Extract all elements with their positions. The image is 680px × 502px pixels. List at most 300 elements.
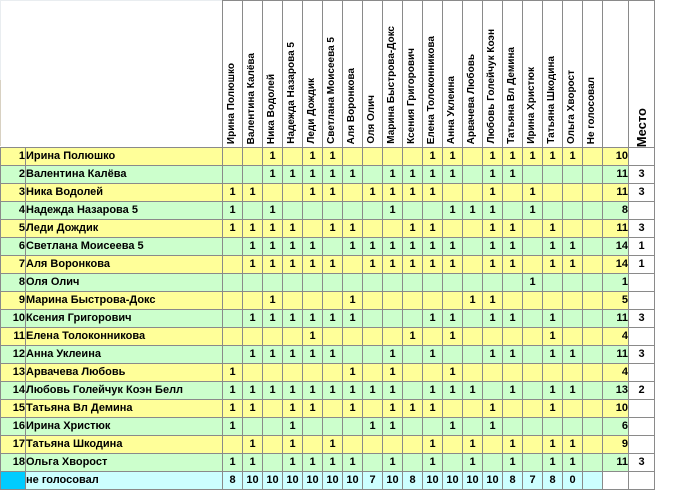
vote-cell: 1 [423, 346, 443, 364]
vote-cell [363, 166, 383, 184]
row-number: 10 [1, 310, 26, 328]
vote-cell: 1 [423, 148, 443, 166]
vote-cell [403, 202, 423, 220]
vote-cell [383, 220, 403, 238]
table-row [1, 274, 655, 292]
vote-cell: 1 [543, 436, 563, 454]
vote-cell: 1 [503, 346, 523, 364]
vote-cell [563, 400, 583, 418]
vote-cell: 1 [283, 346, 303, 364]
vote-cell [283, 184, 303, 202]
vote-cell [463, 148, 483, 166]
vote-cell [583, 238, 603, 256]
vote-cell: 1 [503, 220, 523, 238]
column-header-label: Светлана Моисеева 5 [326, 37, 337, 144]
vote-cell [523, 418, 543, 436]
vote-cell: 1 [283, 436, 303, 454]
vote-cell: 1 [283, 220, 303, 238]
column-header-label: Ирина Полюшко [226, 62, 237, 144]
table-row [1, 346, 655, 364]
column-header-label: Марина Быстрова-Докс [386, 26, 397, 144]
vote-cell [283, 292, 303, 310]
place-value [629, 400, 655, 418]
vote-cell: 1 [403, 220, 423, 238]
vote-cell: 1 [343, 310, 363, 328]
not-voted-count: 8 [403, 472, 423, 490]
row-number: 4 [1, 202, 26, 220]
vote-cell: 1 [483, 184, 503, 202]
participant-name: Леди Дождик [26, 220, 223, 238]
vote-cell: 1 [443, 418, 463, 436]
vote-cell [343, 274, 363, 292]
column-header [443, 1, 463, 148]
row-number: 13 [1, 364, 26, 382]
vote-cell: 1 [423, 310, 443, 328]
vote-total: 10 [603, 400, 629, 418]
vote-total: 11 [603, 310, 629, 328]
vote-cell: 1 [463, 436, 483, 454]
not-voted-count: 10 [343, 472, 363, 490]
vote-cell: 1 [283, 454, 303, 472]
column-header-label: Арвачева Любовь [466, 53, 477, 144]
vote-cell [523, 238, 543, 256]
vote-cell [403, 274, 423, 292]
vote-cell: 1 [343, 166, 363, 184]
vote-cell [583, 256, 603, 274]
row-number: 16 [1, 418, 26, 436]
vote-cell [343, 184, 363, 202]
vote-cell [563, 274, 583, 292]
vote-cell: 1 [403, 400, 423, 418]
vote-cell [543, 418, 563, 436]
participant-name: Ксения Григорович [26, 310, 223, 328]
vote-cell [383, 328, 403, 346]
vote-cell [383, 274, 403, 292]
vote-cell [303, 274, 323, 292]
vote-cell: 1 [323, 346, 343, 364]
vote-cell [223, 274, 243, 292]
vote-cell [223, 328, 243, 346]
vote-cell: 1 [543, 310, 563, 328]
place-value: 3 [629, 454, 655, 472]
vote-cell: 1 [383, 166, 403, 184]
vote-cell [523, 382, 543, 400]
vote-cell [363, 310, 383, 328]
not-voted-count: 10 [483, 472, 503, 490]
vote-cell: 1 [543, 148, 563, 166]
vote-cell: 1 [323, 382, 343, 400]
table-row [1, 256, 655, 274]
column-header [483, 1, 503, 148]
vote-cell: 1 [543, 346, 563, 364]
vote-cell [563, 328, 583, 346]
vote-cell: 1 [243, 346, 263, 364]
vote-cell [563, 292, 583, 310]
column-header-label: Анна Уклеина [446, 75, 457, 144]
vote-cell: 1 [563, 238, 583, 256]
vote-cell [523, 166, 543, 184]
vote-cell: 1 [483, 418, 503, 436]
row-number: 2 [1, 166, 26, 184]
vote-cell: 1 [343, 292, 363, 310]
vote-cell [443, 454, 463, 472]
vote-cell [463, 328, 483, 346]
vote-cell: 1 [303, 238, 323, 256]
vote-cell [563, 202, 583, 220]
vote-cell [343, 436, 363, 454]
vote-cell: 1 [263, 292, 283, 310]
vote-cell [543, 364, 563, 382]
vote-cell [323, 328, 343, 346]
vote-cell [363, 436, 383, 454]
vote-cell [583, 310, 603, 328]
vote-cell [243, 166, 263, 184]
table-row [1, 166, 655, 184]
vote-cell: 1 [563, 454, 583, 472]
footer-label: не голосовал [26, 472, 223, 490]
vote-total: 13 [603, 382, 629, 400]
vote-cell [363, 220, 383, 238]
vote-cell: 1 [423, 220, 443, 238]
vote-cell [463, 256, 483, 274]
vote-cell [403, 364, 423, 382]
participant-name: Оля Олич [26, 274, 223, 292]
vote-cell [343, 418, 363, 436]
vote-cell [543, 166, 563, 184]
participant-name: Ольга Хворост [26, 454, 223, 472]
vote-cell: 1 [563, 148, 583, 166]
vote-cell [243, 292, 263, 310]
vote-cell [323, 418, 343, 436]
vote-cell: 1 [263, 202, 283, 220]
table-row [1, 292, 655, 310]
table-row [1, 310, 655, 328]
vote-cell [363, 274, 383, 292]
vote-cell [303, 418, 323, 436]
vote-cell: 1 [523, 148, 543, 166]
vote-cell: 1 [443, 148, 463, 166]
vote-cell [543, 292, 563, 310]
table-row [1, 328, 655, 346]
column-header [303, 1, 323, 148]
participant-name: Татьяна Шкодина [26, 436, 223, 454]
vote-total: 6 [603, 418, 629, 436]
vote-cell [243, 148, 263, 166]
vote-cell [423, 328, 443, 346]
vote-cell [243, 274, 263, 292]
vote-cell [583, 274, 603, 292]
vote-cell [223, 256, 243, 274]
vote-cell [263, 400, 283, 418]
participant-name: Ирина Христюк [26, 418, 223, 436]
vote-cell: 1 [363, 238, 383, 256]
vote-cell [563, 418, 583, 436]
vote-cell [583, 292, 603, 310]
vote-cell: 1 [443, 202, 463, 220]
vote-cell [523, 220, 543, 238]
vote-cell: 1 [323, 256, 343, 274]
vote-cell: 1 [443, 310, 463, 328]
place-value: 1 [629, 256, 655, 274]
vote-cell: 1 [263, 166, 283, 184]
place-value [629, 292, 655, 310]
vote-cell: 1 [423, 184, 443, 202]
participant-name: Аля Воронкова [26, 256, 223, 274]
not-voted-count: 0 [563, 472, 583, 490]
vote-cell: 1 [543, 220, 563, 238]
vote-cell: 1 [303, 346, 323, 364]
vote-cell: 1 [223, 184, 243, 202]
participant-name: Арвачева Любовь [26, 364, 223, 382]
footer-total-cell [603, 472, 629, 490]
participant-name: Ника Водолей [26, 184, 223, 202]
header-row [1, 1, 655, 148]
vote-cell [463, 310, 483, 328]
vote-cell [483, 364, 503, 382]
table-row [1, 202, 655, 220]
vote-cell: 1 [443, 328, 463, 346]
vote-cell [263, 184, 283, 202]
vote-cell [463, 274, 483, 292]
vote-cell [443, 184, 463, 202]
not-voted-count: 10 [443, 472, 463, 490]
vote-cell [363, 292, 383, 310]
vote-total: 11 [603, 220, 629, 238]
row-number: 3 [1, 184, 26, 202]
vote-cell [483, 436, 503, 454]
not-voted-count: 10 [283, 472, 303, 490]
vote-cell: 1 [303, 310, 323, 328]
vote-cell [523, 328, 543, 346]
footer-row [1, 472, 655, 490]
vote-cell [503, 292, 523, 310]
vote-cell [303, 220, 323, 238]
place-value [629, 148, 655, 166]
not-voted-count: 10 [323, 472, 343, 490]
column-header-label: Елена Толоконникова [426, 35, 437, 144]
vote-cell: 1 [363, 418, 383, 436]
vote-cell: 1 [263, 256, 283, 274]
row-number: 5 [1, 220, 26, 238]
participant-name: Татьяна Вл Демина [26, 400, 223, 418]
vote-cell: 1 [383, 400, 403, 418]
vote-cell [403, 382, 423, 400]
vote-cell: 1 [383, 364, 403, 382]
vote-cell: 1 [423, 256, 443, 274]
not-voted-count: 10 [423, 472, 443, 490]
vote-cell [583, 364, 603, 382]
vote-cell [523, 400, 543, 418]
vote-cell [443, 220, 463, 238]
vote-cell [263, 328, 283, 346]
vote-cell [503, 184, 523, 202]
vote-cell [323, 238, 343, 256]
vote-total: 5 [603, 292, 629, 310]
vote-cell [583, 202, 603, 220]
vote-cell: 1 [503, 382, 523, 400]
column-header [383, 1, 403, 148]
vote-cell [223, 148, 243, 166]
row-number: 12 [1, 346, 26, 364]
vote-total: 9 [603, 436, 629, 454]
vote-cell [463, 418, 483, 436]
participant-name: Надежда Назарова 5 [26, 202, 223, 220]
row-number: 8 [1, 274, 26, 292]
vote-cell [223, 346, 243, 364]
vote-cell [583, 382, 603, 400]
vote-cell: 1 [443, 256, 463, 274]
vote-cell [403, 148, 423, 166]
vote-cell [523, 364, 543, 382]
vote-cell: 1 [503, 454, 523, 472]
vote-total: 11 [603, 454, 629, 472]
participant-name: Светлана Моисеева 5 [26, 238, 223, 256]
vote-cell [283, 364, 303, 382]
vote-cell: 1 [483, 148, 503, 166]
vote-cell [403, 292, 423, 310]
table-row [1, 364, 655, 382]
table-row [1, 400, 655, 418]
place-value [629, 328, 655, 346]
column-header [503, 1, 523, 148]
vote-cell [323, 364, 343, 382]
row-number: 11 [1, 328, 26, 346]
vote-cell [383, 310, 403, 328]
vote-cell [523, 292, 543, 310]
not-voted-count: 8 [543, 472, 563, 490]
vote-cell [243, 328, 263, 346]
place-header-label: Место [634, 107, 649, 147]
not-voted-count: 8 [223, 472, 243, 490]
vote-cell: 1 [403, 238, 423, 256]
vote-cell: 1 [483, 202, 503, 220]
vote-cell: 1 [483, 256, 503, 274]
column-header-label: Надежда Назарова 5 [286, 42, 297, 144]
place-header [629, 1, 655, 148]
vote-cell: 1 [243, 436, 263, 454]
participant-name: Анна Уклеина [26, 346, 223, 364]
vote-cell [363, 148, 383, 166]
vote-cell: 1 [523, 202, 543, 220]
vote-cell [383, 436, 403, 454]
vote-cell [523, 310, 543, 328]
vote-cell: 1 [503, 310, 523, 328]
vote-cell: 1 [363, 184, 383, 202]
not-voted-count: 10 [383, 472, 403, 490]
column-header [323, 1, 343, 148]
vote-cell [563, 166, 583, 184]
vote-cell [423, 202, 443, 220]
vote-cell: 1 [283, 166, 303, 184]
vote-cell [303, 364, 323, 382]
vote-cell [583, 436, 603, 454]
vote-cell [243, 418, 263, 436]
vote-cell [343, 148, 363, 166]
place-value: 1 [629, 238, 655, 256]
vote-cell: 1 [323, 166, 343, 184]
vote-cell: 1 [383, 238, 403, 256]
vote-cell [583, 166, 603, 184]
place-value [629, 364, 655, 382]
vote-cell: 1 [263, 382, 283, 400]
vote-cell [523, 454, 543, 472]
column-header [363, 1, 383, 148]
vote-cell [463, 400, 483, 418]
vote-cell [243, 202, 263, 220]
column-header-label: Татьяна Вл Демина [506, 47, 517, 144]
vote-cell [263, 454, 283, 472]
vote-cell: 1 [263, 238, 283, 256]
table-row [1, 148, 655, 166]
vote-cell [543, 184, 563, 202]
place-value: 2 [629, 382, 655, 400]
vote-cell: 1 [343, 364, 363, 382]
vote-cell [583, 454, 603, 472]
vote-cell [223, 166, 243, 184]
vote-cell: 1 [463, 382, 483, 400]
table-row [1, 238, 655, 256]
vote-cell [543, 274, 563, 292]
vote-cell: 1 [503, 238, 523, 256]
table-row [1, 418, 655, 436]
photo-cell [1, 1, 223, 148]
vote-cell: 1 [263, 220, 283, 238]
vote-cell [483, 274, 503, 292]
vote-total: 4 [603, 364, 629, 382]
table-row [1, 220, 655, 238]
vote-cell [543, 202, 563, 220]
place-value: 3 [629, 184, 655, 202]
vote-cell: 1 [243, 310, 263, 328]
vote-cell [523, 346, 543, 364]
vote-cell: 1 [223, 202, 243, 220]
vote-cell: 1 [403, 256, 423, 274]
vote-cell: 1 [283, 400, 303, 418]
vote-cell [323, 400, 343, 418]
column-header [243, 1, 263, 148]
column-header [543, 1, 563, 148]
vote-cell [223, 436, 243, 454]
vote-cell: 1 [463, 292, 483, 310]
vote-cell: 1 [423, 166, 443, 184]
column-header [523, 1, 543, 148]
vote-cell: 1 [443, 364, 463, 382]
row-number: 14 [1, 382, 26, 400]
vote-cell [423, 292, 443, 310]
vote-cell: 1 [223, 418, 243, 436]
vote-cell [503, 274, 523, 292]
column-header-label: Ника Водолей [266, 73, 277, 144]
vote-cell: 1 [383, 202, 403, 220]
vote-cell: 1 [463, 454, 483, 472]
vote-cell [463, 364, 483, 382]
vote-cell: 1 [463, 202, 483, 220]
vote-cell [583, 400, 603, 418]
vote-cell: 1 [423, 454, 443, 472]
column-header [583, 1, 603, 148]
vote-cell: 1 [303, 148, 323, 166]
vote-total: 11 [603, 166, 629, 184]
column-header-label: Леди Дождик [306, 78, 317, 144]
vote-cell: 1 [303, 166, 323, 184]
column-header-label: Татьяна Шкодина [546, 56, 557, 144]
vote-total: 8 [603, 202, 629, 220]
vote-cell [503, 364, 523, 382]
place-value: 3 [629, 310, 655, 328]
column-header-label: Ксения Григорович [406, 48, 417, 144]
row-number: 7 [1, 256, 26, 274]
column-header [343, 1, 363, 148]
